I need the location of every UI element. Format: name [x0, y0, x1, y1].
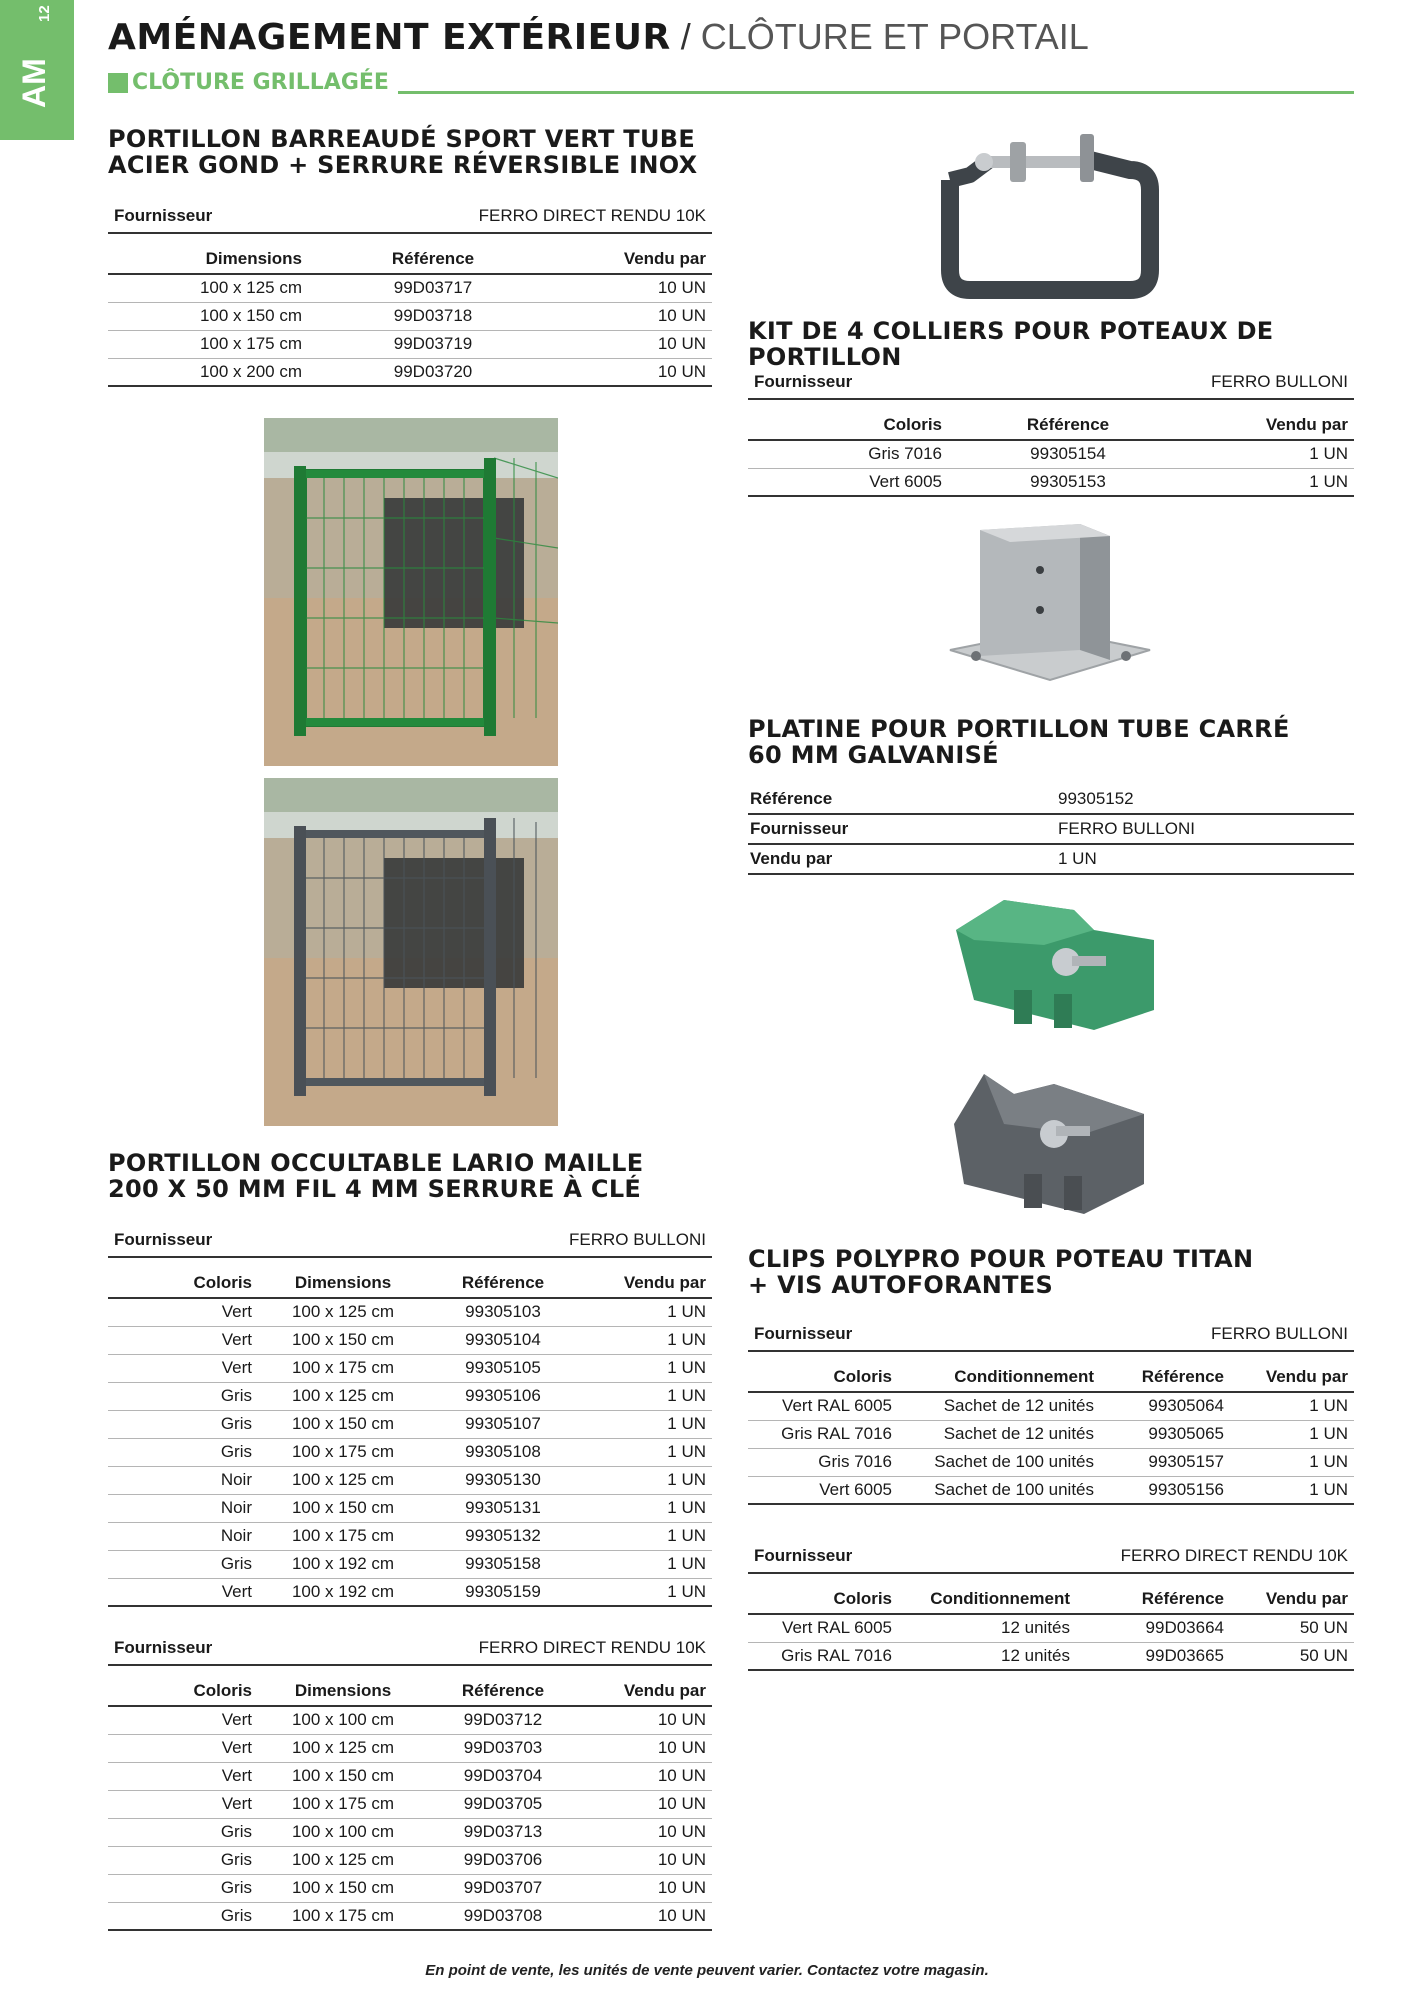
cell-conditionnement: Sachet de 100 unités	[898, 1476, 1100, 1504]
cell-vendu-par: 1 UN	[578, 1354, 712, 1382]
cell-reference: 99305158	[428, 1550, 578, 1578]
cell-reference: 99305105	[428, 1354, 578, 1382]
cell-vendu-par: 1 UN	[578, 1382, 712, 1410]
table-row	[108, 302, 712, 330]
supplier-value: FERRO BULLONI	[1211, 372, 1348, 391]
cell-vendu-par: 1 UN	[578, 1298, 712, 1326]
table-row	[108, 1706, 712, 1734]
col-reference: Référence	[308, 244, 558, 274]
table-row	[108, 1550, 712, 1578]
header-main: AMÉNAGEMENT EXTÉRIEUR	[108, 17, 671, 58]
table-row	[108, 1846, 712, 1874]
cell-dimensions: 100 x 150 cm	[108, 302, 308, 330]
table-row	[108, 274, 712, 302]
cell-coloris: Gris	[108, 1438, 258, 1466]
table-row	[748, 468, 1354, 496]
cell-dimensions: 100 x 150 cm	[258, 1762, 428, 1790]
cell-vendu-par: 1 UN	[578, 1410, 712, 1438]
cell-coloris: Vert RAL 6005	[748, 1392, 898, 1420]
cell-vendu-par: 10 UN	[578, 1818, 712, 1846]
cell-reference: 99D03706	[428, 1846, 578, 1874]
cell-coloris: Gris	[108, 1874, 258, 1902]
col-reference: Référence	[948, 410, 1188, 440]
grey-gate-photo	[264, 778, 558, 1126]
cell-coloris: Vert	[108, 1762, 258, 1790]
table-row	[108, 1326, 712, 1354]
cell-dimensions: 100 x 100 cm	[258, 1706, 428, 1734]
col-vendu-par: Vendu par	[578, 1676, 712, 1706]
cell-vendu-par: 10 UN	[578, 1762, 712, 1790]
table-row	[748, 1642, 1354, 1670]
table-header-row	[748, 1362, 1354, 1392]
cell-vendu-par: 10 UN	[558, 358, 712, 386]
cell-coloris: Noir	[108, 1466, 258, 1494]
cell-conditionnement: Sachet de 100 unités	[898, 1448, 1100, 1476]
kv-key: Fournisseur	[748, 814, 1056, 844]
lario-title-line1: PORTILLON OCCULTABLE LARIO MAILLE	[108, 1149, 644, 1177]
cell-dimensions: 100 x 175 cm	[258, 1790, 428, 1818]
cell-coloris: Noir	[108, 1494, 258, 1522]
cell-dimensions: 100 x 175 cm	[258, 1522, 428, 1550]
cell-conditionnement: Sachet de 12 unités	[898, 1420, 1100, 1448]
cell-dimensions: 100 x 125 cm	[258, 1734, 428, 1762]
cell-vendu-par: 10 UN	[578, 1902, 712, 1930]
green-gate-photo	[264, 418, 558, 766]
cell-vendu-par: 10 UN	[558, 274, 712, 302]
kv-row	[748, 784, 1354, 814]
cell-coloris: Vert	[108, 1706, 258, 1734]
colliers-supplier	[748, 364, 1354, 400]
sport-supplier	[108, 198, 712, 234]
cell-vendu-par: 1 UN	[1230, 1448, 1354, 1476]
page-number: 12	[36, 5, 53, 22]
cell-reference: 99305064	[1100, 1392, 1230, 1420]
clips-title-line1: CLIPS POLYPRO POUR POTEAU TITAN	[748, 1245, 1254, 1273]
cell-dimensions: 100 x 150 cm	[258, 1410, 428, 1438]
cell-reference: 99305104	[428, 1326, 578, 1354]
section-tab	[0, 0, 74, 140]
header-sub: CLÔTURE ET PORTAIL	[700, 16, 1089, 57]
cell-reference: 99305132	[428, 1522, 578, 1550]
cell-conditionnement: 12 unités	[898, 1614, 1076, 1642]
col-dimensions: Dimensions	[258, 1268, 428, 1298]
cell-reference: 99305156	[1100, 1476, 1230, 1504]
cell-dimensions: 100 x 125 cm	[258, 1846, 428, 1874]
cell-vendu-par: 10 UN	[578, 1706, 712, 1734]
cell-coloris: Gris	[108, 1818, 258, 1846]
table-row	[748, 1614, 1354, 1642]
lario-title	[108, 1150, 643, 1202]
cell-reference: 99D03712	[428, 1706, 578, 1734]
cell-vendu-par: 10 UN	[558, 302, 712, 330]
cell-vendu-par: 1 UN	[578, 1326, 712, 1354]
cell-dimensions: 100 x 192 cm	[258, 1578, 428, 1606]
cell-reference: 99305065	[1100, 1420, 1230, 1448]
cell-dimensions: 100 x 125 cm	[108, 274, 308, 302]
kv-key: Référence	[748, 784, 1056, 814]
platine-table	[748, 784, 1354, 875]
colliers-title: KIT DE 4 COLLIERS POUR POTEAUX DE PORTILLON	[748, 317, 1274, 371]
sport-title	[108, 126, 697, 178]
table-header-row	[748, 410, 1354, 440]
kv-value: 1 UN	[1056, 844, 1354, 874]
cell-conditionnement: Sachet de 12 unités	[898, 1392, 1100, 1420]
cell-vendu-par: 1 UN	[1188, 468, 1354, 496]
supplier-value: FERRO DIRECT RENDU 10K	[1120, 1546, 1348, 1565]
cell-vendu-par: 1 UN	[578, 1578, 712, 1606]
supplier-label: Fournisseur	[114, 1638, 213, 1657]
cell-vendu-par: 50 UN	[1230, 1642, 1354, 1670]
colliers-table	[748, 410, 1354, 497]
kv-value: FERRO BULLONI	[1056, 814, 1354, 844]
col-coloris: Coloris	[108, 1268, 258, 1298]
supplier-label: Fournisseur	[754, 1324, 853, 1343]
table-row	[108, 1874, 712, 1902]
cell-reference: 99D03708	[428, 1902, 578, 1930]
cell-dimensions: 100 x 175 cm	[258, 1902, 428, 1930]
table-row	[108, 1818, 712, 1846]
cell-reference: 99D03713	[428, 1818, 578, 1846]
table-row	[108, 1466, 712, 1494]
platine-title-line2: 60 MM GALVANISÉ	[748, 741, 999, 769]
table-header-row	[748, 1584, 1354, 1614]
cell-dimensions: 100 x 125 cm	[258, 1382, 428, 1410]
supplier-label: Fournisseur	[754, 372, 853, 391]
cell-dimensions: 100 x 175 cm	[108, 330, 308, 358]
cell-reference: 99D03720	[308, 358, 558, 386]
cell-coloris: Vert	[108, 1298, 258, 1326]
grey-clip-photo	[944, 1064, 1164, 1224]
cell-reference: 99305131	[428, 1494, 578, 1522]
sport-title-line1: PORTILLON BARREAUDÉ SPORT VERT TUBE	[108, 125, 696, 153]
table-header-row	[108, 244, 712, 274]
cell-dimensions: 100 x 175 cm	[258, 1438, 428, 1466]
col-vendu-par: Vendu par	[1188, 410, 1354, 440]
col-conditionnement: Conditionnement	[898, 1362, 1100, 1392]
clips-title	[748, 1246, 1253, 1298]
col-coloris: Coloris	[108, 1676, 258, 1706]
col-vendu-par: Vendu par	[578, 1268, 712, 1298]
cell-reference: 99D03665	[1076, 1642, 1230, 1670]
cell-coloris: Gris	[108, 1382, 258, 1410]
collar-image	[930, 120, 1170, 310]
supplier-label: Fournisseur	[114, 1230, 213, 1249]
cell-dimensions: 100 x 192 cm	[258, 1550, 428, 1578]
cell-coloris: Gris RAL 7016	[748, 1420, 898, 1448]
table-row	[108, 1494, 712, 1522]
col-coloris: Coloris	[748, 1584, 898, 1614]
cell-dimensions: 100 x 125 cm	[258, 1466, 428, 1494]
cell-reference: 99305130	[428, 1466, 578, 1494]
supplier-label: Fournisseur	[114, 206, 213, 225]
col-reference: Référence	[428, 1268, 578, 1298]
cell-reference: 99D03717	[308, 274, 558, 302]
cell-dimensions: 100 x 175 cm	[258, 1354, 428, 1382]
platine-image	[940, 520, 1160, 700]
cell-reference: 99D03705	[428, 1790, 578, 1818]
cell-vendu-par: 1 UN	[578, 1438, 712, 1466]
cell-dimensions: 100 x 100 cm	[258, 1818, 428, 1846]
cell-conditionnement: 12 unités	[898, 1642, 1076, 1670]
cell-reference: 99D03719	[308, 330, 558, 358]
cell-vendu-par: 10 UN	[558, 330, 712, 358]
table-header-row	[108, 1268, 712, 1298]
lario-supplier-1	[108, 1222, 712, 1258]
col-reference: Référence	[1100, 1362, 1230, 1392]
cell-dimensions: 100 x 150 cm	[258, 1326, 428, 1354]
table-row	[108, 1578, 712, 1606]
table-row	[108, 1902, 712, 1930]
table-row	[748, 1476, 1354, 1504]
table-row	[108, 358, 712, 386]
green-gate-image	[264, 418, 558, 766]
cell-dimensions: 100 x 200 cm	[108, 358, 308, 386]
cell-vendu-par: 1 UN	[1230, 1420, 1354, 1448]
cell-vendu-par: 10 UN	[578, 1846, 712, 1874]
col-coloris: Coloris	[748, 1362, 898, 1392]
clips-title-line2: + VIS AUTOFORANTES	[748, 1271, 1054, 1299]
table-row	[748, 1392, 1354, 1420]
col-dimensions: Dimensions	[108, 244, 308, 274]
clips-table-2	[748, 1584, 1354, 1671]
col-vendu-par: Vendu par	[1230, 1584, 1354, 1614]
cell-reference: 99305103	[428, 1298, 578, 1326]
cell-coloris: Vert 6005	[748, 1476, 898, 1504]
platine-title	[748, 716, 1290, 768]
kv-row	[748, 814, 1354, 844]
cell-vendu-par: 1 UN	[1230, 1392, 1354, 1420]
col-vendu-par: Vendu par	[558, 244, 712, 274]
col-dimensions: Dimensions	[258, 1676, 428, 1706]
green-clip-photo	[944, 890, 1164, 1040]
kv-key: Vendu par	[748, 844, 1056, 874]
cell-coloris: Vert	[108, 1578, 258, 1606]
lario-supplier-2	[108, 1630, 712, 1666]
cell-vendu-par: 10 UN	[578, 1734, 712, 1762]
cell-coloris: Vert	[108, 1734, 258, 1762]
cell-reference: 99305159	[428, 1578, 578, 1606]
table-row	[108, 1298, 712, 1326]
header-separator: /	[670, 16, 701, 57]
cell-reference: 99305154	[948, 440, 1188, 468]
cell-coloris: Gris	[108, 1846, 258, 1874]
cell-coloris: Gris 7016	[748, 1448, 898, 1476]
clips-supplier-1	[748, 1316, 1354, 1352]
cell-coloris: Vert 6005	[748, 468, 948, 496]
supplier-value: FERRO BULLONI	[1211, 1324, 1348, 1343]
platine-title-line1: PLATINE POUR PORTILLON TUBE CARRÉ	[748, 715, 1290, 743]
cell-coloris: Vert RAL 6005	[748, 1614, 898, 1642]
cell-reference: 99D03664	[1076, 1614, 1230, 1642]
cell-dimensions: 100 x 150 cm	[258, 1874, 428, 1902]
cell-reference: 99305108	[428, 1438, 578, 1466]
section-code: AM	[16, 58, 52, 108]
cell-coloris: Noir	[108, 1522, 258, 1550]
cell-reference: 99D03704	[428, 1762, 578, 1790]
cell-dimensions: 100 x 150 cm	[258, 1494, 428, 1522]
cell-reference: 99D03718	[308, 302, 558, 330]
cell-coloris: Vert	[108, 1326, 258, 1354]
green-clip-image	[944, 890, 1164, 1040]
category-label: CLÔTURE GRILLAGÉE	[132, 70, 389, 95]
cell-coloris: Vert	[108, 1354, 258, 1382]
lario-table-2	[108, 1676, 712, 1931]
category-square	[108, 73, 128, 93]
table-row	[108, 1734, 712, 1762]
footer-note: En point de vente, les unités de vente peuvent varier. Contactez votre magasin.	[425, 1962, 989, 1979]
table-row	[748, 1420, 1354, 1448]
clips-table-1	[748, 1362, 1354, 1505]
supplier-value: FERRO DIRECT RENDU 10K	[478, 1638, 706, 1657]
cell-vendu-par: 10 UN	[578, 1874, 712, 1902]
cell-reference: 99305157	[1100, 1448, 1230, 1476]
category-bar	[108, 70, 1354, 94]
col-vendu-par: Vendu par	[1230, 1362, 1354, 1392]
table-row	[108, 1790, 712, 1818]
table-row	[108, 1762, 712, 1790]
kv-value: 99305152	[1056, 784, 1354, 814]
col-conditionnement: Conditionnement	[898, 1584, 1076, 1614]
cell-reference: 99305106	[428, 1382, 578, 1410]
cell-vendu-par: 1 UN	[1230, 1476, 1354, 1504]
cell-coloris: Gris	[108, 1902, 258, 1930]
cell-vendu-par: 1 UN	[578, 1522, 712, 1550]
table-row	[108, 1522, 712, 1550]
cell-vendu-par: 50 UN	[1230, 1614, 1354, 1642]
clips-supplier-2	[748, 1538, 1354, 1574]
cell-vendu-par: 1 UN	[578, 1494, 712, 1522]
sport-title-line2: ACIER GOND + SERRURE RÉVERSIBLE INOX	[108, 151, 698, 179]
table-row	[108, 1410, 712, 1438]
table-row	[748, 1448, 1354, 1476]
cell-reference: 99305107	[428, 1410, 578, 1438]
supplier-value: FERRO BULLONI	[569, 1230, 706, 1249]
cell-coloris: Gris	[108, 1410, 258, 1438]
grey-gate-image	[264, 778, 558, 1126]
table-row	[108, 330, 712, 358]
table-row	[108, 1354, 712, 1382]
kv-row	[748, 844, 1354, 874]
cell-reference: 99305153	[948, 468, 1188, 496]
cell-coloris: Gris	[108, 1550, 258, 1578]
cell-dimensions: 100 x 125 cm	[258, 1298, 428, 1326]
lario-title-line2: 200 X 50 MM FIL 4 MM SERRURE À CLÉ	[108, 1175, 642, 1203]
platine-photo	[940, 520, 1160, 700]
supplier-value: FERRO DIRECT RENDU 10K	[478, 206, 706, 225]
cell-vendu-par: 1 UN	[578, 1550, 712, 1578]
col-reference: Référence	[1076, 1584, 1230, 1614]
table-row	[748, 440, 1354, 468]
cell-reference: 99D03707	[428, 1874, 578, 1902]
lario-table-1	[108, 1268, 712, 1607]
supplier-label: Fournisseur	[754, 1546, 853, 1565]
collar-photo	[930, 120, 1170, 310]
sport-table	[108, 244, 712, 387]
table-row	[108, 1438, 712, 1466]
cell-vendu-par: 10 UN	[578, 1790, 712, 1818]
cell-reference: 99D03703	[428, 1734, 578, 1762]
cell-coloris: Gris 7016	[748, 440, 948, 468]
grey-clip-image	[944, 1064, 1164, 1224]
page-header	[108, 16, 1089, 58]
table-row	[108, 1382, 712, 1410]
cell-vendu-par: 1 UN	[578, 1466, 712, 1494]
cell-vendu-par: 1 UN	[1188, 440, 1354, 468]
cell-coloris: Vert	[108, 1790, 258, 1818]
col-reference: Référence	[428, 1676, 578, 1706]
cell-coloris: Gris RAL 7016	[748, 1642, 898, 1670]
table-header-row	[108, 1676, 712, 1706]
category-rule	[398, 91, 1354, 94]
col-coloris: Coloris	[748, 410, 948, 440]
